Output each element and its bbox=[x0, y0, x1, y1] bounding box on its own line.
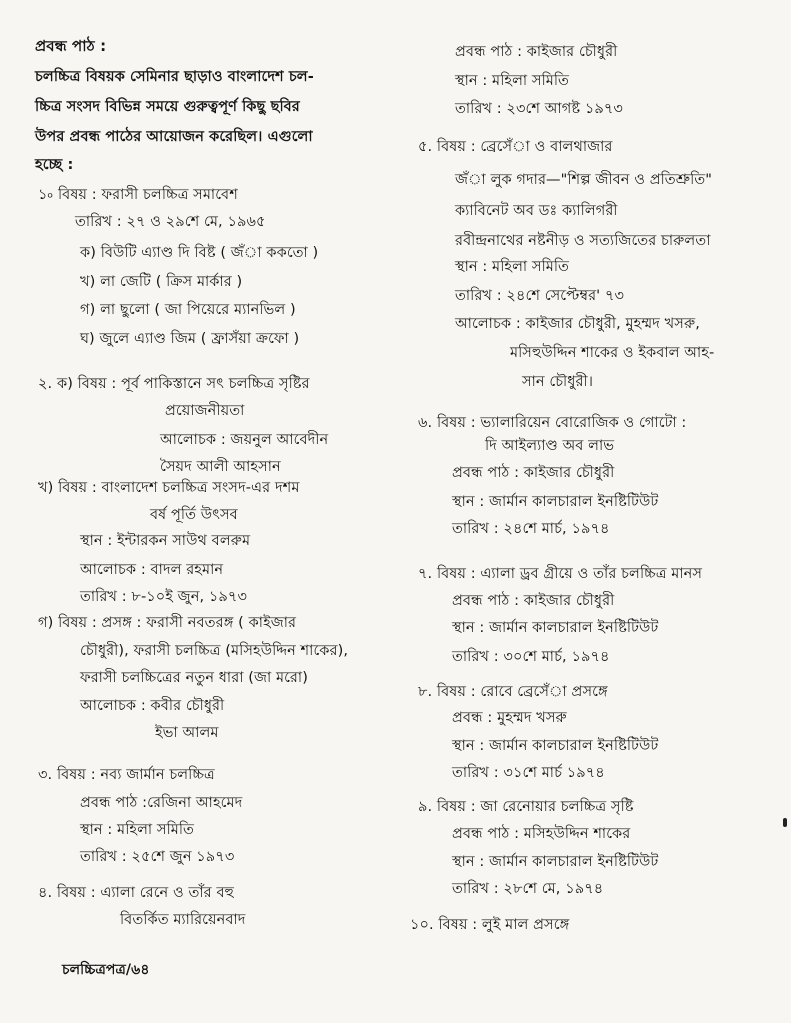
item-2a-title: ২. ক) বিষয় : পূর্ব পাকিস্তানে সৎ চলচ্চিত্র সৃষ্টির bbox=[38, 376, 310, 392]
item-9-reader: প্রবন্ধ পাঠ : মসিহউদ্দিন শাকের bbox=[452, 826, 631, 842]
item-2a-critic-2: সৈয়দ আলী আহসান bbox=[160, 459, 281, 475]
ink-mark bbox=[783, 818, 787, 827]
item-5-critic-3: সান চৌধুরী। bbox=[522, 374, 594, 390]
item-6-date: তারিখ : ২৪শে মার্চ, ১৯৭৪ bbox=[452, 521, 610, 537]
item-1-title: ১৹ বিষয় : ফরাসী চলচ্চিত্র সমাবেশ bbox=[38, 187, 238, 203]
item-3-reader: প্রবন্ধ পাঠ :রেজিনা আহমেদ bbox=[80, 795, 243, 811]
item-1-film-b: খ) লা জেটি ( ক্রিস মার্কার ) bbox=[80, 274, 243, 290]
intro-line-3: উপর প্রবন্ধ পাঠের আয়োজন করেছিল। এগুলো bbox=[35, 129, 313, 145]
item-3-venue: স্থান : মহিলা সমিতি bbox=[80, 822, 195, 838]
item-5-date: তারিখ : ২৪শে সেপ্টেম্বর' ৭৩ bbox=[455, 288, 625, 304]
item-5-line-3: ক্যাবিনেট অব ডঃ ক্যালিগরী bbox=[455, 203, 618, 219]
item-4-title: ৪. বিষয় : এ্যালা রেনে ও তাঁর বহু bbox=[38, 885, 234, 901]
item-4-venue: স্থান : মহিলা সমিতি bbox=[455, 73, 570, 89]
item-7-title: ৭. বিষয় : এ্যালা ড্রব গ্রীয়ে ও তাঁর চলচ্চিত্র মানস bbox=[418, 566, 703, 582]
section-heading: প্রবন্ধ পাঠ : bbox=[35, 37, 107, 55]
item-4-reader: প্রবন্ধ পাঠ : কাইজার চৌধুরী bbox=[455, 44, 618, 60]
item-2b-cont: বর্ষ পূর্তি উৎসব bbox=[150, 507, 238, 523]
intro-line-2: চ্চিত্র সংসদ বিভিন্ন সময়ে গুরুত্বপূর্ণ কিছু ছবির bbox=[35, 99, 300, 115]
item-3-date: তারিখ : ২৫শে জুন ১৯৭৩ bbox=[80, 849, 235, 865]
item-6-cont: দি আইল্যাণ্ড অব লাভ bbox=[485, 438, 615, 454]
item-1-film-d: ঘ) জুলে এ্যাণ্ড জিম ( ফ্রাসঁয়া ক্রফো ) bbox=[80, 331, 300, 347]
item-2c-line-2: চৌধুরী), ফরাসী চলচ্চিত্র (মসিহউদ্দিন শাকের), bbox=[80, 643, 349, 659]
item-3-title: ৩. বিষয় : নব্য জার্মান চলচ্চিত্র bbox=[38, 767, 215, 783]
item-10-title: ১০. বিষয় : লুই মাল প্রসঙ্গে bbox=[410, 917, 570, 933]
item-2c-title: গ) বিষয় : প্রসঙ্গ : ফরাসী নবতরঙ্গ ( কাইজার bbox=[38, 615, 297, 631]
item-2b-date: তারিখ : ৮-১০ই জুন, ১৯৭৩ bbox=[80, 589, 247, 605]
item-4-date: তারিখ : ২৩শে আগষ্ট ১৯৭৩ bbox=[455, 101, 623, 117]
item-1-film-a: ক) বিউটি এ্যাণ্ড দি বিষ্ট ( জঁা ককতো ) bbox=[80, 245, 319, 261]
item-2b-venue: স্থান : ইন্টারকন সাউথ বলরুম bbox=[80, 533, 251, 549]
item-7-venue: স্থান : জার্মান কালচারাল ইনষ্টিটিউট bbox=[452, 620, 659, 636]
item-7-reader: প্রবন্ধ পাঠ : কাইজার চৌধুরী bbox=[452, 593, 615, 609]
item-2b-critic: আলোচক : বাদল রহমান bbox=[80, 562, 224, 578]
item-8-venue: স্থান : জার্মান কালচারাল ইনষ্টিটিউট bbox=[452, 738, 659, 754]
item-7-date: তারিখ : ৩০শে মার্চ, ১৯৭৪ bbox=[452, 649, 610, 665]
item-2b-title: খ) বিষয় : বাংলাদেশ চলচ্চিত্র সংসদ-এর দশম bbox=[38, 480, 300, 496]
item-1-film-c: গ) লা ছুলো ( জা পিয়েরে ম্যানভিল ) bbox=[80, 302, 296, 318]
item-1-date: তারিখ : ২৭ ও ২৯শে মে, ১৯৬৫ bbox=[75, 214, 266, 230]
intro-line-4: হচ্ছে : bbox=[35, 157, 74, 173]
intro-line-1: চলচ্চিত্র বিষয়ক সেমিনার ছাড়াও বাংলাদেশ চল- bbox=[35, 69, 314, 85]
item-6-title: ৬. বিষয় : ভ্যালারিয়েন বোরোজিক ও গোটো : bbox=[418, 415, 687, 431]
item-5-line-4: রবীন্দ্রনাথের নষ্টনীড় ও সত্যজিতের চারুলতা bbox=[455, 233, 711, 249]
item-2c-line-3: ফরাসী চলচ্চিত্রের নতুন ধারা (জা মরো) bbox=[80, 670, 308, 686]
item-9-venue: স্থান : জার্মান কালচারাল ইনষ্টিটিউট bbox=[452, 854, 659, 870]
item-5-title: ৫. বিষয় : ব্রেসেঁা ও বালথাজার bbox=[418, 139, 613, 155]
item-8-reader: প্রবন্ধ : মুহম্মদ খসরু bbox=[452, 710, 567, 726]
item-6-venue: স্থান : জার্মান কালচারাল ইনষ্টিটিউট bbox=[452, 494, 659, 510]
item-9-title: ৯. বিষয় : জা রেনোয়ার চলচ্চিত্র সৃষ্টি bbox=[418, 799, 634, 815]
item-2a-cont: প্রয়োজনীয়তা bbox=[165, 403, 245, 419]
item-6-reader: প্রবন্ধ পাঠ : কাইজার চৌধুরী bbox=[452, 465, 615, 481]
item-4-cont: বিতর্কিত ম্যারিয়েনবাদ bbox=[120, 912, 246, 928]
item-8-date: তারিখ : ৩১শে মার্চ ১৯৭৪ bbox=[452, 765, 605, 781]
item-2a-critic: আলোচক : জয়নুল আবেদীন bbox=[160, 432, 329, 448]
item-5-venue: স্থান : মহিলা সমিতি bbox=[455, 259, 570, 275]
item-5-line-2: জঁা লুক গদার—"শিল্প জীবন ও প্রতিশ্রুতি" bbox=[455, 172, 712, 188]
page-footer: চলচ্চিত্রপত্র/৬৪ bbox=[62, 962, 150, 978]
item-8-title: ৮. বিষয় : রোবে ব্রেসেঁা প্রসঙ্গে bbox=[418, 684, 608, 700]
item-5-critic-2: মসিহুউদ্দিন শাকের ও ইকবাল আহ- bbox=[510, 345, 715, 361]
item-2c-critic-2: ইভা আলম bbox=[155, 725, 219, 741]
item-5-critic: আলোচক : কাইজার চৌধুরী, মুহম্মদ খসরু, bbox=[455, 316, 700, 332]
item-9-date: তারিখ : ২৮শে মে, ১৯৭৪ bbox=[452, 881, 604, 897]
item-2c-critic: আলোচক : কবীর চৌধুরী bbox=[80, 698, 225, 714]
